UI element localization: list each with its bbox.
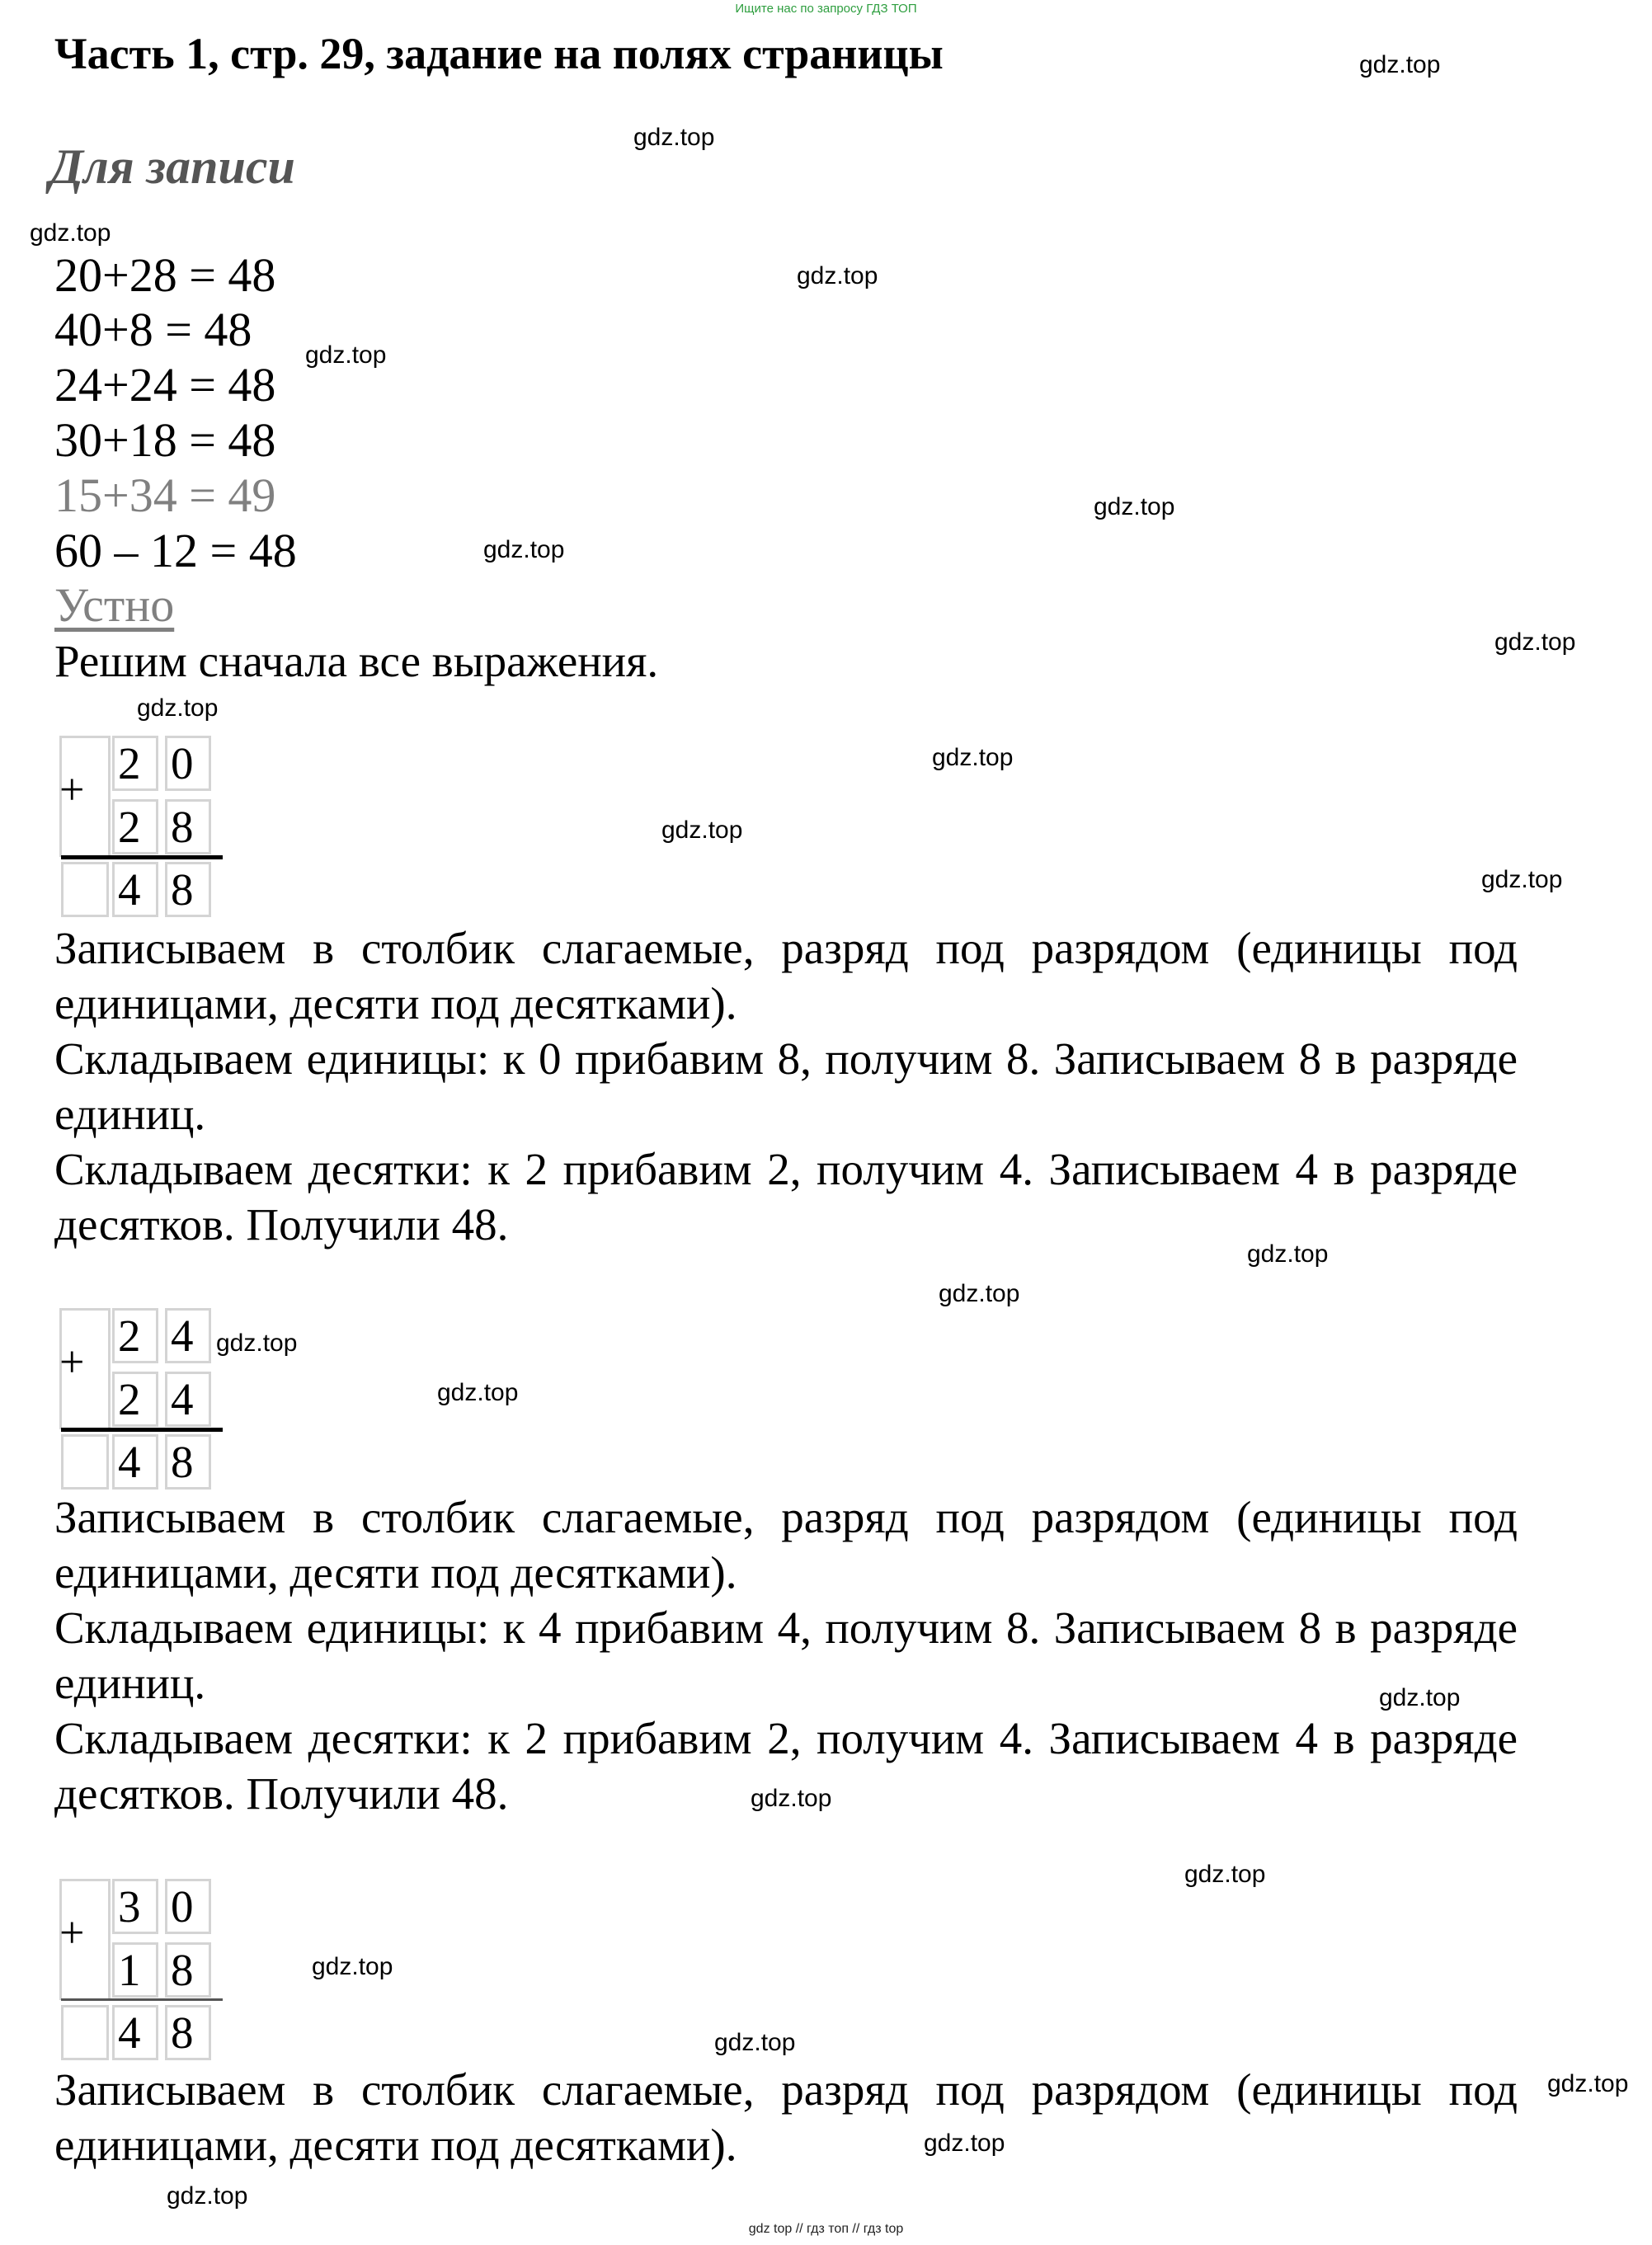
explanation-2-step-3: Складываем десятки: к 2 прибавим 2, получим 4. Записываем 4 в разряде десятков. Получили 48.: [54, 1713, 1518, 1819]
watermark: gdz.top: [1359, 51, 1441, 78]
watermark: gdz.top: [1481, 866, 1563, 893]
digit-cell: 2: [112, 736, 158, 791]
bottom-banner: gdz top // гдз топ // гдз top: [748, 2222, 904, 2236]
digit-cell: 2: [112, 1372, 158, 1427]
watermark: gdz.top: [305, 341, 387, 369]
digit-cell: 0: [165, 736, 211, 791]
explanation-2-step-2: Складываем единицы: к 4 прибавим 4, получим 8. Записываем 8 в разряде единиц.: [54, 1603, 1518, 1708]
digit-cell: 3: [112, 1879, 158, 1934]
oral-label: Устно: [54, 578, 175, 632]
sum-line: [61, 855, 223, 859]
equation-4: 30+18 = 48: [54, 413, 276, 467]
result-cell: 4: [112, 1434, 158, 1490]
result-cell: 4: [112, 2005, 158, 2060]
digit-cell: 2: [112, 799, 158, 854]
watermark: gdz.top: [1494, 628, 1576, 656]
explanation-1-step-2: Складываем единицы: к 0 прибавим 8, получим 8. Записываем 8 в разряде единиц.: [54, 1033, 1518, 1139]
empty-cell: [61, 862, 109, 917]
equation-3: 24+24 = 48: [54, 358, 276, 412]
column-addition-2: [58, 1308, 223, 1498]
watermark: gdz.top: [216, 1330, 298, 1357]
watermark: gdz.top: [661, 817, 743, 844]
sum-line: [61, 1428, 223, 1432]
result-cell: 8: [165, 1434, 211, 1490]
digit-cell: 1: [112, 1942, 158, 1998]
digit-cell: 0: [165, 1879, 211, 1934]
explanation-2-step-1: Записываем в столбик слагаемые, разряд под разрядом (единицы под единицами, десяти под десятками).: [54, 1492, 1518, 1598]
equation-5: 15+34 = 49: [54, 468, 276, 522]
empty-cell: [61, 2005, 109, 2060]
watermark: gdz.top: [1247, 1240, 1329, 1268]
watermark: gdz.top: [797, 262, 878, 289]
watermark: gdz.top: [312, 1953, 393, 1980]
watermark: gdz.top: [1379, 1684, 1461, 1711]
plus-sign: +: [59, 1337, 85, 1386]
watermark: gdz.top: [30, 219, 111, 247]
watermark: gdz.top: [1184, 1861, 1266, 1888]
watermark: gdz.top: [924, 2130, 1005, 2157]
plus-sign: +: [59, 1908, 85, 1957]
watermark: gdz.top: [1547, 2070, 1629, 2097]
column-addition-3: [58, 1879, 223, 2069]
page-title: Часть 1, стр. 29, задание на полях страницы: [54, 29, 944, 78]
watermark: gdz.top: [1094, 493, 1175, 520]
watermark: gdz.top: [751, 1785, 832, 1812]
equation-6: 60 – 12 = 48: [54, 524, 297, 577]
digit-cell: 8: [165, 1942, 211, 1998]
watermark: gdz.top: [932, 744, 1014, 771]
result-cell: 8: [165, 862, 211, 917]
equation-1: 20+28 = 48: [54, 248, 276, 302]
digit-cell: 4: [165, 1308, 211, 1363]
explanation-1-step-3: Складываем десятки: к 2 прибавим 2, получим 4. Записываем 4 в разряде десятков. Получили 48.: [54, 1144, 1518, 1250]
watermark: gdz.top: [939, 1280, 1020, 1307]
digit-cell: 8: [165, 799, 211, 854]
watermark: gdz.top: [633, 124, 715, 151]
explanation-3-step-1: Записываем в столбик слагаемые, разряд под разрядом (единицы под единицами, десяти под десятками).: [54, 2064, 1518, 2170]
column-addition-1: [58, 736, 223, 925]
empty-cell: [61, 1434, 109, 1490]
watermark: gdz.top: [714, 2029, 796, 2056]
result-cell: 8: [165, 2005, 211, 2060]
plus-sign: +: [59, 765, 85, 814]
watermark: gdz.top: [167, 2182, 248, 2210]
top-banner: Ищите нас по запросу ГДЗ ТОП: [735, 2, 917, 16]
digit-cell: 2: [112, 1308, 158, 1363]
watermark: gdz.top: [483, 536, 565, 563]
sum-line: [61, 1998, 223, 2001]
digit-cell: 4: [165, 1372, 211, 1427]
section-subtitle: Для записи: [49, 139, 295, 194]
watermark: gdz.top: [437, 1379, 519, 1406]
explanation-1-step-1: Записываем в столбик слагаемые, разряд под разрядом (единицы под единицами, десяти под десятками).: [54, 923, 1518, 1028]
equation-2: 40+8 = 48: [54, 303, 252, 356]
intro-text: Решим сначала все выражения.: [54, 636, 659, 686]
watermark: gdz.top: [137, 694, 219, 722]
result-cell: 4: [112, 862, 158, 917]
